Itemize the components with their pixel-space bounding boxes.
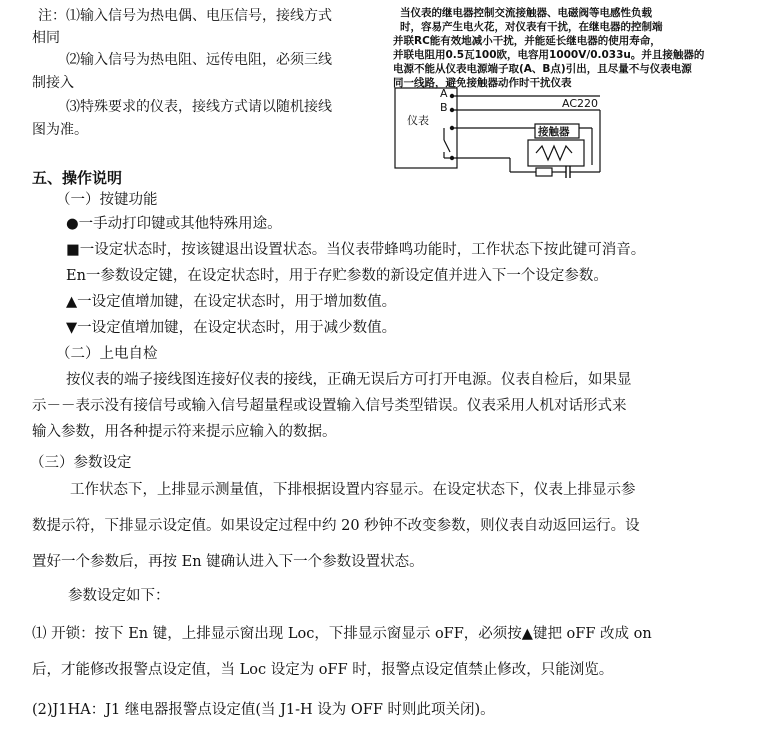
- meter-label: 仪表: [407, 114, 429, 127]
- note-1-line-1: 注：⑴输入信号为热电偶、电压信号，接线方式: [38, 8, 332, 24]
- meter-box: [395, 88, 457, 168]
- power-on-paragraph-line: 示－－表示没有接信号或输入信号超量程或设置输入信号类型错误。仪表采用人机对话形式来: [32, 398, 627, 414]
- note-3-line-2: 图为准。: [32, 122, 88, 138]
- caption-line: 并联电阻用0.5瓦100欧，电容用1000V/0.033u。并且接触器的: [393, 49, 705, 61]
- key-en-desc: En一参数设定键，在设定状态时，用于存贮参数的新设定值并进入下一个设定参数。: [66, 268, 608, 284]
- subsection-key-functions: （一）按键功能: [56, 192, 158, 208]
- key-up-desc: ▲一设定值增加键，在设定状态时，用于增加数值。: [66, 294, 397, 310]
- caption-line: 当仪表的继电器控制交流接触器、电磁阀等电感性负载: [400, 7, 652, 19]
- key-exit-desc: ■一设定状态时，按该键退出设置状态。当仪表带蜂鸣功能时，工作状态下按此键可消音。: [66, 242, 646, 258]
- note-3-line-1: ⑶特殊要求的仪表，接线方式请以随机接线: [66, 99, 332, 115]
- caption-line: 并联RC能有效地减小干扰，并能延长继电器的使用寿命，: [393, 35, 661, 47]
- parameter-paragraph-line: 置好一个参数后，再按 En 键确认进入下一个参数设置状态。: [32, 554, 424, 570]
- power-on-paragraph-line: 按仪表的端子接线图连接好仪表的接线，正确无误后方可打开电源。仪表自检后，如果显: [66, 372, 632, 388]
- parameter-item-line: (2)J1HA：J1 继电器报警点设定值(当 J1-H 设为 OFF 时则此项关闭)。: [32, 702, 495, 718]
- diagram-caption: [393, 6, 705, 89]
- parameter-list-intro: 参数设定如下：: [68, 588, 170, 604]
- parameter-item-line: ⑴ 开锁：按下 En 键，上排显示窗出现 Loc，下排显示窗显示 oFF，必须按▲键把 oFF 改成 on: [32, 626, 652, 642]
- caption-line: 同一线路，避免接触器动作时干扰仪表: [393, 77, 572, 89]
- key-print-desc: ●一手动打印键或其他特殊用途。: [66, 216, 282, 232]
- subsection-power-on: （二）上电自检: [56, 346, 158, 362]
- contactor-coil: [536, 146, 572, 160]
- terminal-a-label: A: [440, 87, 448, 100]
- contactor-label: 接触器: [538, 126, 570, 138]
- parameter-paragraph-line: 工作状态下，上排显示测量值，下排根据设置内容显示。在设定状态下，仪表上排显示参: [70, 482, 636, 498]
- rc-resistor: [536, 168, 552, 176]
- subsection-parameter-setting: （三）参数设定: [30, 455, 132, 471]
- terminal-b-label: B: [440, 101, 448, 114]
- parameter-paragraph-line: 数提示符，下排显示设定值。如果设定过程中约 20 秒钟不改变参数，则仪表自动返回运行。设: [32, 518, 640, 534]
- ac220-label: AC220: [562, 97, 599, 110]
- caption-line: 电源不能从仪表电源端子取(A、B点)引出，且尽量不与仪表电源: [393, 63, 692, 75]
- note-1-line-2: 相同: [32, 30, 60, 46]
- relay-contact-switch: [444, 140, 450, 152]
- note-2-line-1: ⑵输入信号为热电阻、远传电阻，必须三线: [66, 52, 332, 68]
- key-down-desc: ▼一设定值增加键，在设定状态时，用于减少数值。: [66, 320, 397, 336]
- parameter-item-line: 后，才能修改报警点设定值，当 Loc 设定为 oFF 时，报警点设定值禁止修改，只能浏览。: [32, 662, 614, 678]
- note-2-line-2: 制接入: [32, 75, 74, 91]
- power-on-paragraph-line: 输入参数，用各种提示符来提示应输入的数据。: [32, 424, 337, 440]
- section-title: 五、操作说明: [32, 169, 123, 187]
- caption-line: 时，容易产生电火花，对仪表有干扰，在继电器的控制端: [400, 21, 663, 33]
